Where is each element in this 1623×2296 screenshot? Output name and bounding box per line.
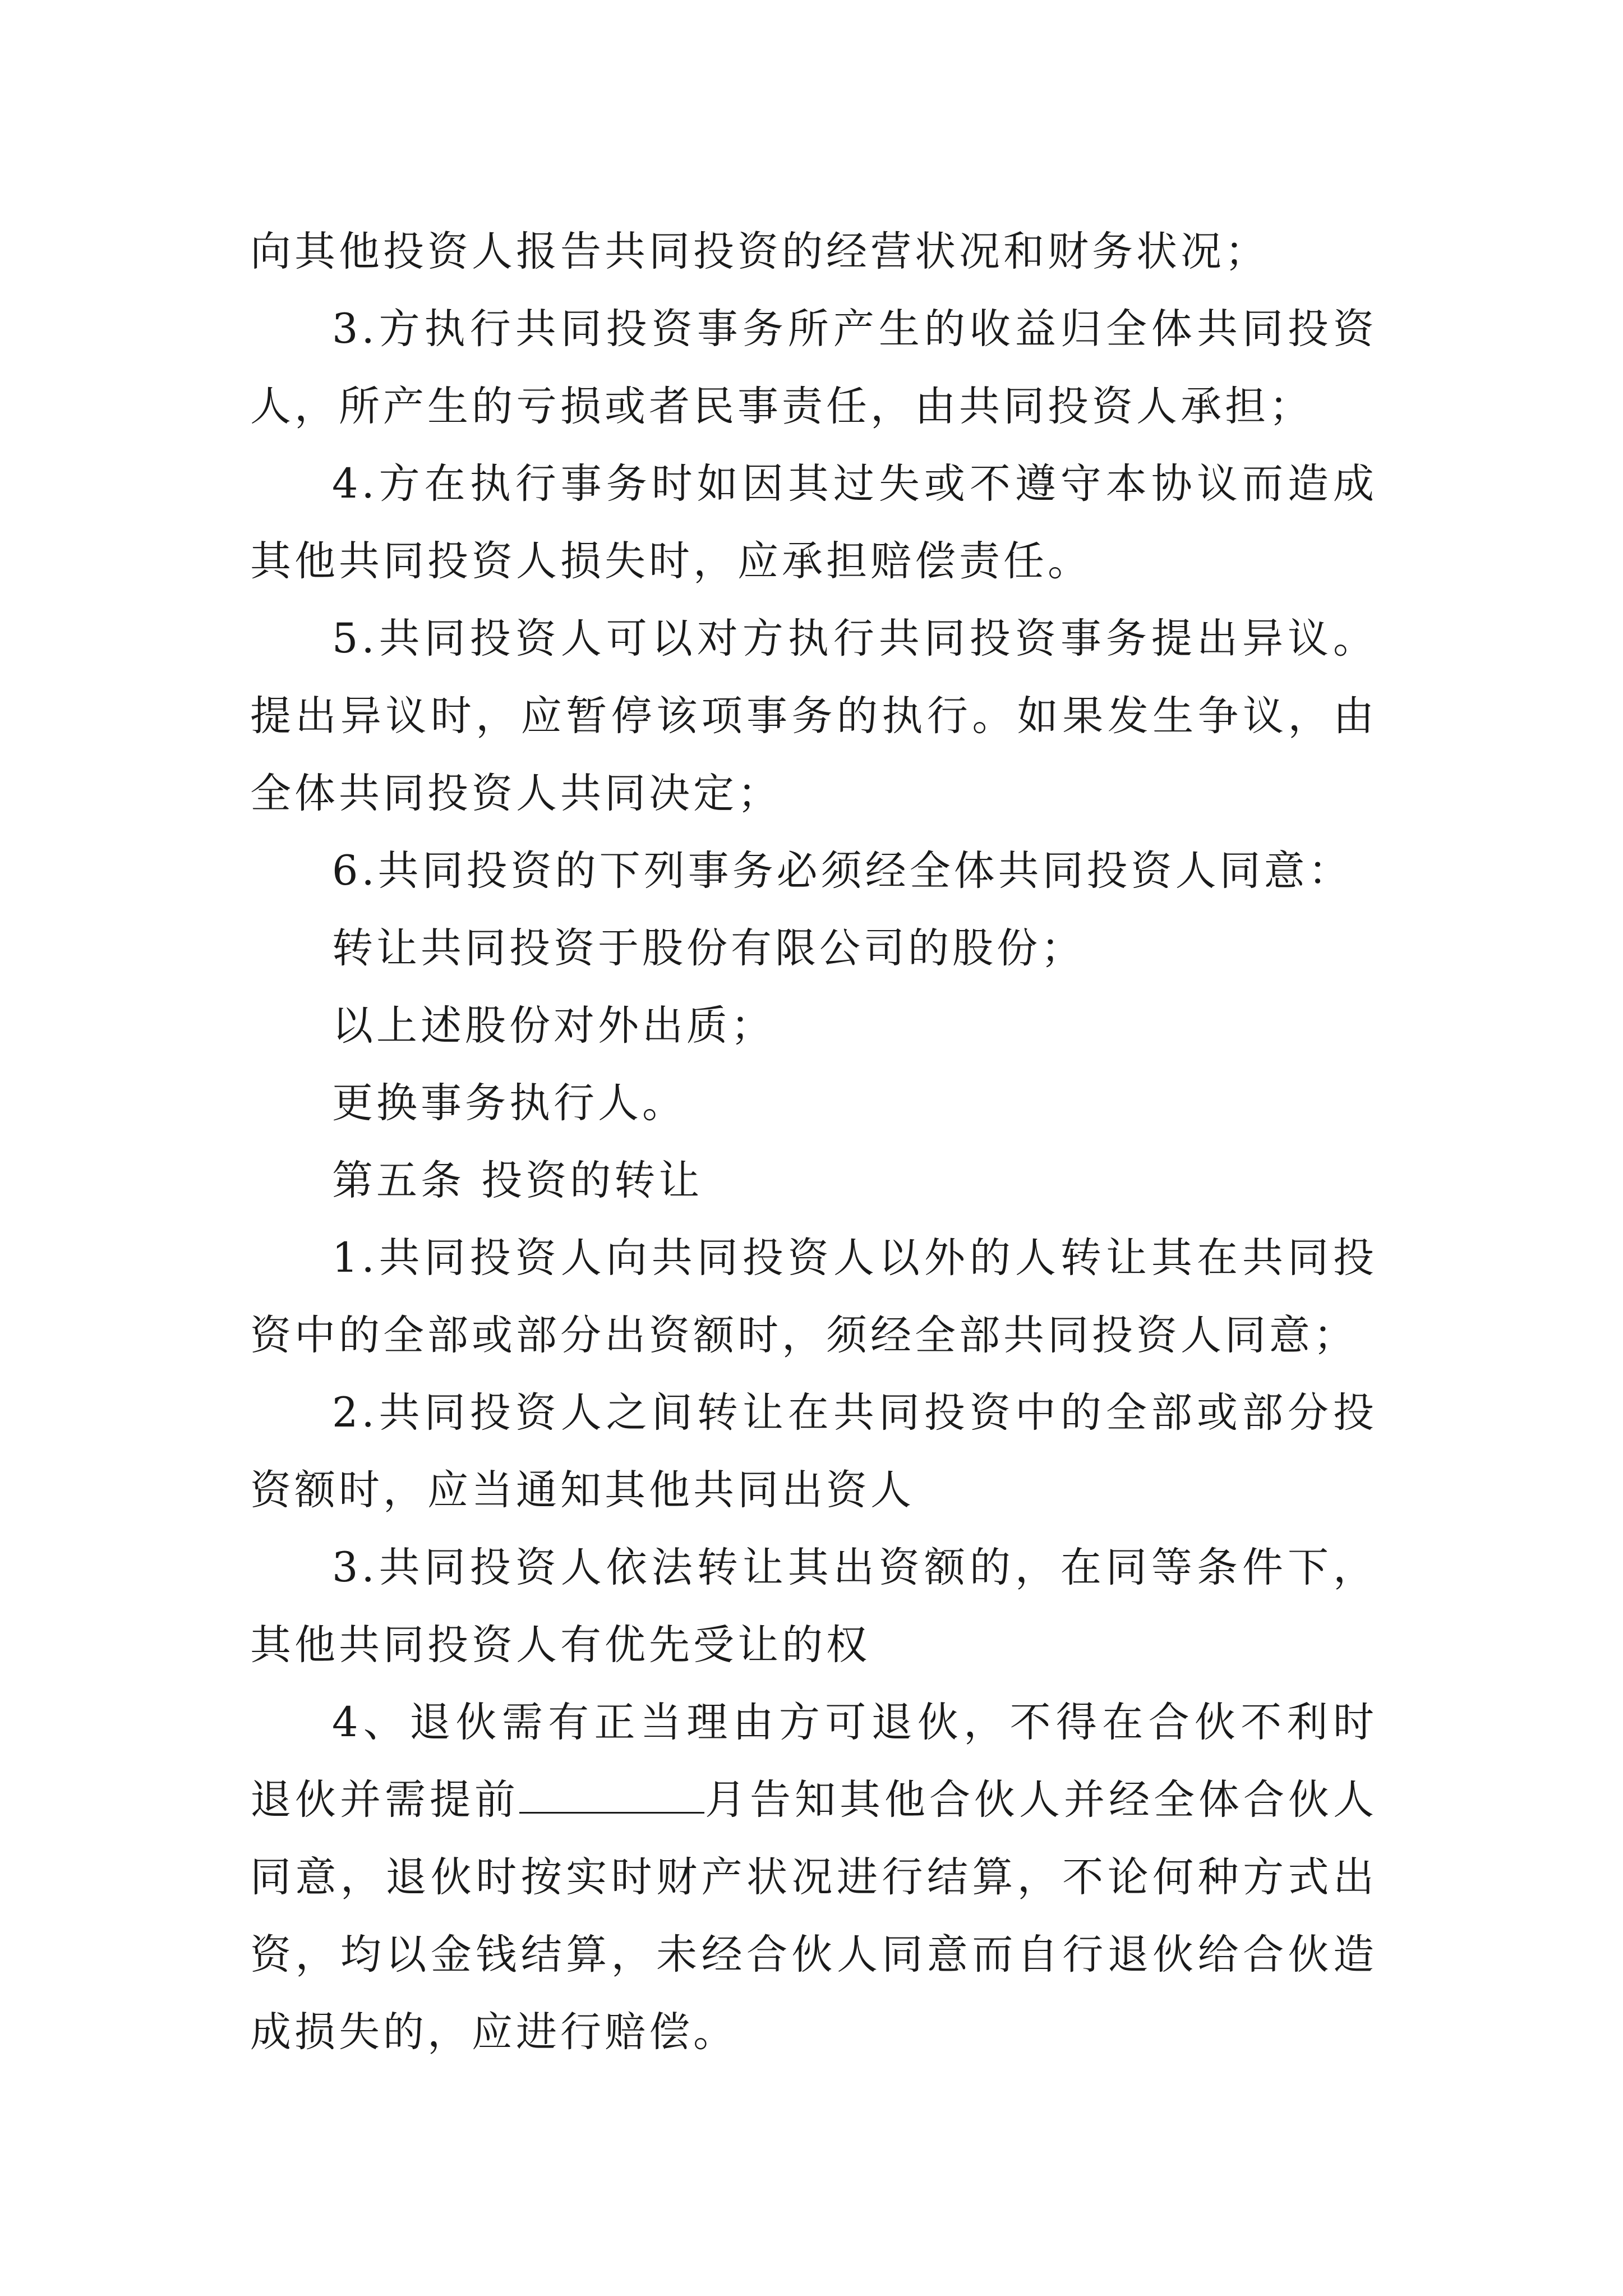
paragraph-4: 5.共同投资人可以对方执行共同投资事务提出异议。提出异议时，应暂停该项事务的执行。如果发生争议，由全体共同投资人共同决定； [250,615,1377,817]
paragraph-6: 转让共同投资于股份有限公司的股份； [332,924,1085,972]
document-body [250,213,1377,2071]
paragraph-13 [250,1684,1377,2071]
paragraph-13-before-blank: 4、退伙需有正当理由方可退伙，不得在合伙不利时退伙并需提前 [250,1699,1377,1824]
paragraph-7: 以上述股份对外出质； [332,1002,775,1050]
paragraph-2: 3.方执行共同投资事务所产生的收益归全体共同投资人，所产生的亏损或者民事责任，由共同投资人承担； [250,305,1377,430]
paragraph-11: 2.共同投资人之间转让在共同投资中的全部或部分投资额时，应当通知其他共同出资人 [250,1389,1377,1514]
paragraph-1: 向其他投资人报告共同投资的经营状况和财务状况； [250,228,1269,275]
fill-in-blank[interactable] [519,1778,704,1814]
paragraph-3: 4.方在执行事务时如因其过失或不遵守本协议而造成其他共同投资人损失时，应承担赔偿责任。 [250,460,1377,585]
paragraph-8: 更换事务执行人。 [332,1079,686,1127]
paragraph-5: 6.共同投资的下列事务必须经全体共同投资人同意： [332,847,1353,895]
paragraph-10: 1.共同投资人向共同投资人以外的人转让其在共同投资中的全部或部分出资额时，须经全部共同投资人同意； [250,1234,1377,1359]
paragraph-12: 3.共同投资人依法转让其出资额的，在同等条件下，其他共同投资人有优先受让的权 [250,1544,1377,1669]
section-heading: 第五条 投资的转让 [332,1157,703,1204]
paragraph-13-after-blank: 月告知其他合伙人并经全体合伙人同意，退伙时按实时财产状况进行结算，不论何种方式出资，均以金钱结算，未经合伙人同意而自行退伙给合伙造成损失的，应进行赔偿。 [250,1776,1377,2056]
